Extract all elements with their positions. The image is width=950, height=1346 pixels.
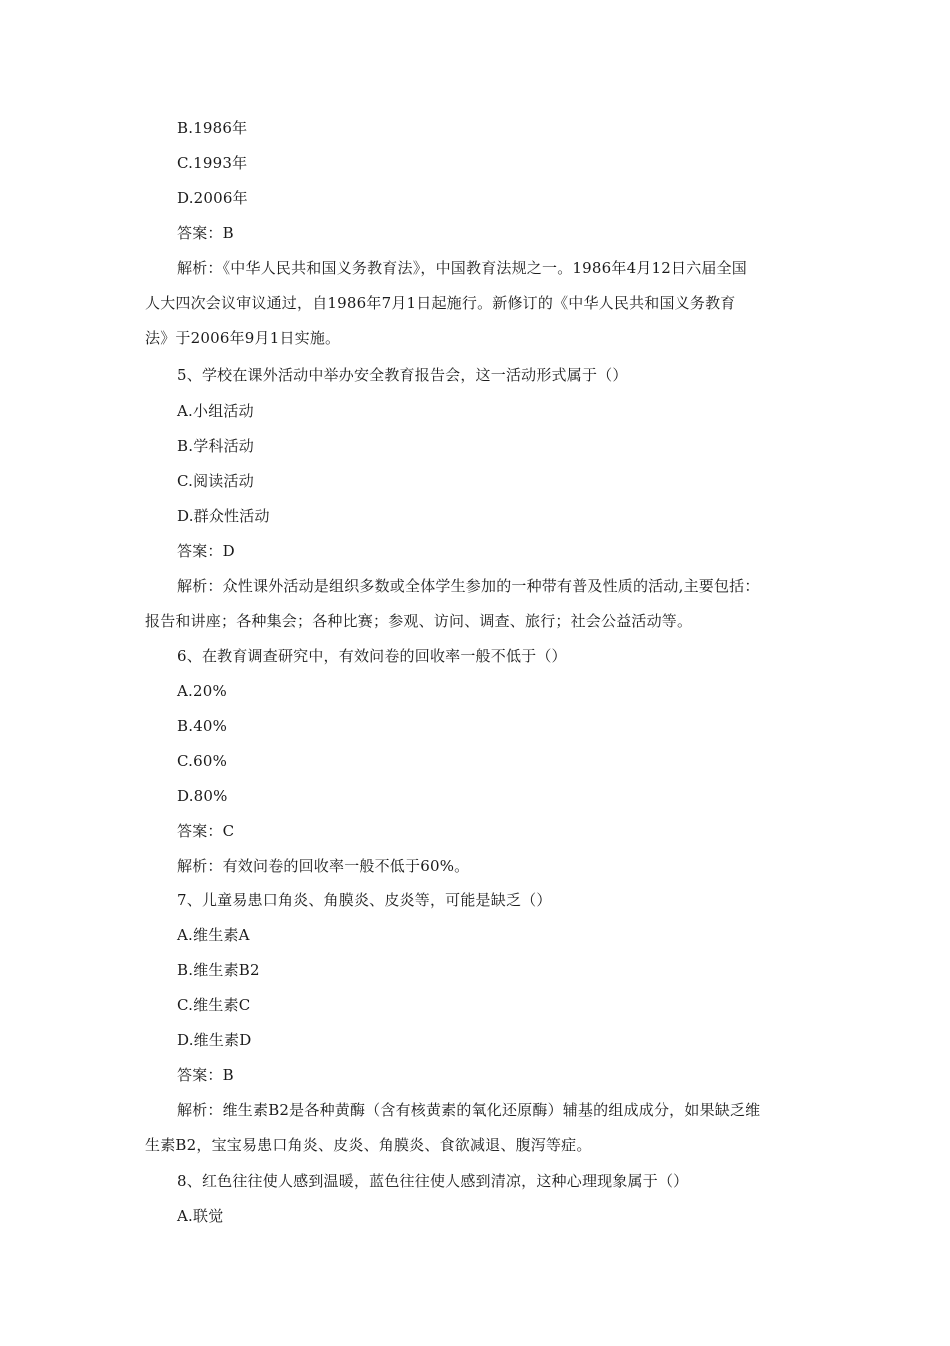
q6-option-d: D.80% [177,787,228,805]
q4-option-b: B.1986年 [177,119,248,137]
q4-explanation-line-1: 解析：《中华人民共和国义务教育法》，中国教育法规之一。1986年4月12日六届全国 [177,259,748,277]
q6-option-b: B.40% [177,717,228,735]
q7-option-a: A.维生素A [177,926,250,944]
q4-answer: 答案：B [177,224,234,242]
q4-explanation-line-2: 人大四次会议审议通过，自1986年7月1日起施行。新修订的《中华人民共和国义务教育 [145,294,736,312]
q7-explanation-line-2: 生素B2，宝宝易患口角炎、皮炎、角膜炎、食欲减退、腹泻等症。 [145,1136,592,1154]
q5-option-c: C.阅读活动 [177,472,254,490]
q4-option-d: D.2006年 [177,189,248,207]
q7-option-c: C.维生素C [177,996,251,1014]
q7-explanation-line-1: 解析：维生素B2是各种黄酶（含有核黄素的氧化还原酶）辅基的组成成分，如果缺乏维 [177,1101,761,1119]
q5-option-d: D.群众性活动 [177,507,270,525]
q6-option-a: A.20% [177,682,227,700]
q6-explanation-line-1: 解析：有效问卷的回收率一般不低于60%。 [177,857,470,875]
q5-question: 5、学校在课外活动中举办安全教育报告会，这一活动形式属于（） [177,366,628,384]
q5-answer: 答案：D [177,542,235,560]
q7-option-d: D.维生素D [177,1031,252,1049]
q5-option-a: A.小组活动 [177,402,254,420]
q8-option-a: A.联觉 [177,1207,224,1225]
q5-option-b: B.学科活动 [177,437,254,455]
q4-explanation-line-3: 法》于2006年9月1日实施。 [145,329,341,347]
q6-question: 6、在教育调查研究中，有效问卷的回收率一般不低于（） [177,647,567,665]
q5-explanation-line-1: 解析：众性课外活动是组织多数或全体学生参加的一种带有普及性质的活动,主要包括： [177,577,760,595]
q7-option-b: B.维生素B2 [177,961,260,979]
q4-option-c: C.1993年 [177,154,248,172]
q6-answer: 答案：C [177,822,235,840]
q7-answer: 答案：B [177,1066,234,1084]
q7-question: 7、儿童易患口角炎、角膜炎、皮炎等，可能是缺乏（） [177,891,552,909]
q6-option-c: C.60% [177,752,228,770]
q8-question: 8、红色往往使人感到温暖，蓝色往往使人感到清凉，这种心理现象属于（） [177,1172,689,1190]
q5-explanation-line-2: 报告和讲座；各种集会；各种比赛；参观、访问、调查、旅行；社会公益活动等。 [145,612,693,630]
